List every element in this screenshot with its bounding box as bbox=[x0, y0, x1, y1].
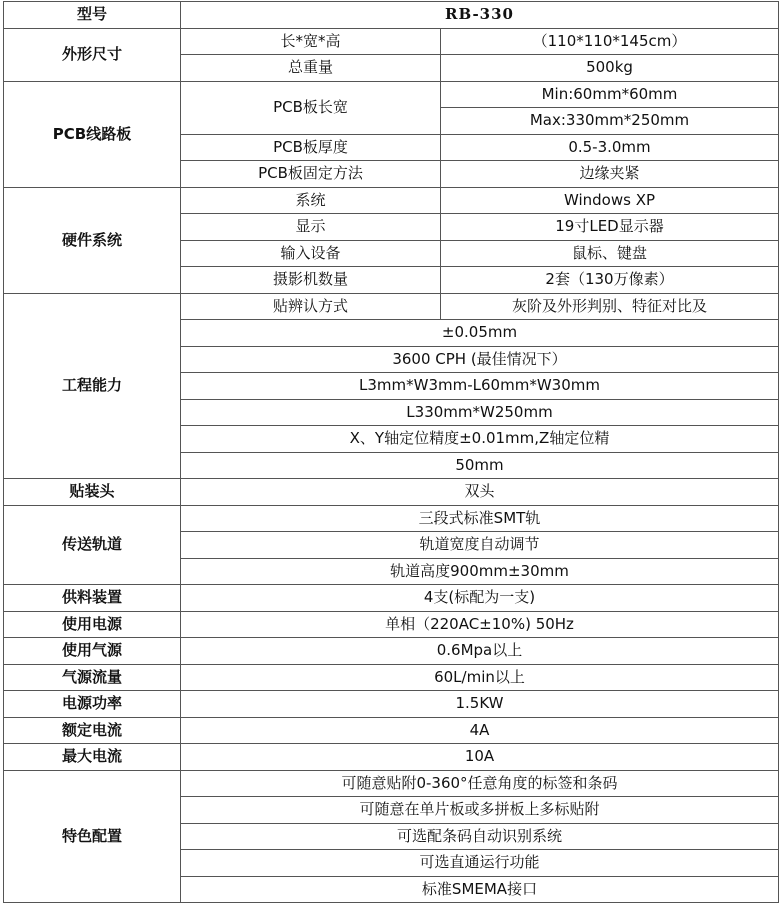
model-value: RB-330 bbox=[181, 2, 779, 29]
spec-line: 0.6Mpa以上 bbox=[181, 638, 779, 665]
spec-line: 可随意贴附0-360°任意角度的标签和条码 bbox=[181, 770, 779, 797]
spec-line: 1.5KW bbox=[181, 691, 779, 718]
spec-value: 灰阶及外形判别、特征对比及 bbox=[441, 293, 779, 320]
model-label: 型号 bbox=[4, 2, 181, 29]
category-conveyor: 传送轨道 bbox=[4, 505, 181, 585]
table-row bbox=[4, 664, 779, 691]
table-row bbox=[4, 638, 779, 665]
spec-value: 边缘夹紧 bbox=[441, 161, 779, 188]
spec-line: 可选直通运行功能 bbox=[181, 850, 779, 877]
spec-value: 19寸LED显示器 bbox=[441, 214, 779, 241]
category-engineering: 工程能力 bbox=[4, 293, 181, 479]
spec-value: 500kg bbox=[441, 55, 779, 82]
spec-label: 显示 bbox=[181, 214, 441, 241]
table-row bbox=[4, 691, 779, 718]
table-row bbox=[4, 717, 779, 744]
spec-line: 标准SMEMA接口 bbox=[181, 876, 779, 903]
table-row bbox=[4, 505, 779, 532]
table-row bbox=[4, 744, 779, 771]
category-power-supply: 使用电源 bbox=[4, 611, 181, 638]
spec-line: 50mm bbox=[181, 452, 779, 479]
spec-label: 输入设备 bbox=[181, 240, 441, 267]
spec-label: PCB板固定方法 bbox=[181, 161, 441, 188]
spec-line: 4支(标配为一支) bbox=[181, 585, 779, 612]
spec-line: 单相（220AC±10%) 50Hz bbox=[181, 611, 779, 638]
category-feeder: 供料装置 bbox=[4, 585, 181, 612]
spec-value: 2套（130万像素） bbox=[441, 267, 779, 294]
spec-value: Min:60mm*60mm bbox=[441, 81, 779, 108]
spec-label: PCB板长宽 bbox=[181, 81, 441, 134]
spec-label: 贴辨认方式 bbox=[181, 293, 441, 320]
spec-line: 10A bbox=[181, 744, 779, 771]
category-power: 电源功率 bbox=[4, 691, 181, 718]
category-features: 特色配置 bbox=[4, 770, 181, 903]
table-row bbox=[4, 81, 779, 108]
spec-line: ±0.05mm bbox=[181, 320, 779, 347]
table-row bbox=[4, 479, 779, 506]
spec-label: PCB板厚度 bbox=[181, 134, 441, 161]
spec-line: 轨道高度900mm±30mm bbox=[181, 558, 779, 585]
table-row bbox=[4, 187, 779, 214]
category-max-current: 最大电流 bbox=[4, 744, 181, 771]
spec-line: X、Y轴定位精度±0.01mm,Z轴定位精 bbox=[181, 426, 779, 453]
table-row bbox=[4, 28, 779, 55]
category-air-flow: 气源流量 bbox=[4, 664, 181, 691]
spec-line: 双头 bbox=[181, 479, 779, 506]
spec-value: 鼠标、键盘 bbox=[441, 240, 779, 267]
spec-line: 可随意在单片板或多拼板上多标贴附 bbox=[181, 797, 779, 824]
spec-line: 三段式标准SMT轨 bbox=[181, 505, 779, 532]
spec-value: 0.5-3.0mm bbox=[441, 134, 779, 161]
spec-line: 轨道宽度自动调节 bbox=[181, 532, 779, 559]
spec-line: 4A bbox=[181, 717, 779, 744]
spec-label: 系统 bbox=[181, 187, 441, 214]
spec-table bbox=[3, 1, 779, 903]
spec-label: 总重量 bbox=[181, 55, 441, 82]
category-head: 贴装头 bbox=[4, 479, 181, 506]
spec-value: Max:330mm*250mm bbox=[441, 108, 779, 135]
spec-line: 60L/min以上 bbox=[181, 664, 779, 691]
spec-line: 3600 CPH (最佳情况下） bbox=[181, 346, 779, 373]
spec-label: 摄影机数量 bbox=[181, 267, 441, 294]
spec-line: L330mm*W250mm bbox=[181, 399, 779, 426]
spec-label: 长*宽*高 bbox=[181, 28, 441, 55]
spec-line: L3mm*W3mm-L60mm*W30mm bbox=[181, 373, 779, 400]
table-row bbox=[4, 2, 779, 29]
category-hardware: 硬件系统 bbox=[4, 187, 181, 293]
category-pcb: PCB线路板 bbox=[4, 81, 181, 187]
category-dimensions: 外形尺寸 bbox=[4, 28, 181, 81]
category-air-supply: 使用气源 bbox=[4, 638, 181, 665]
table-row bbox=[4, 585, 779, 612]
spec-line: 可选配条码自动识别系统 bbox=[181, 823, 779, 850]
table-row bbox=[4, 611, 779, 638]
spec-value: Windows XP bbox=[441, 187, 779, 214]
spec-value: （110*110*145cm） bbox=[441, 28, 779, 55]
table-row bbox=[4, 293, 779, 320]
table-row bbox=[4, 770, 779, 797]
category-rated-current: 额定电流 bbox=[4, 717, 181, 744]
